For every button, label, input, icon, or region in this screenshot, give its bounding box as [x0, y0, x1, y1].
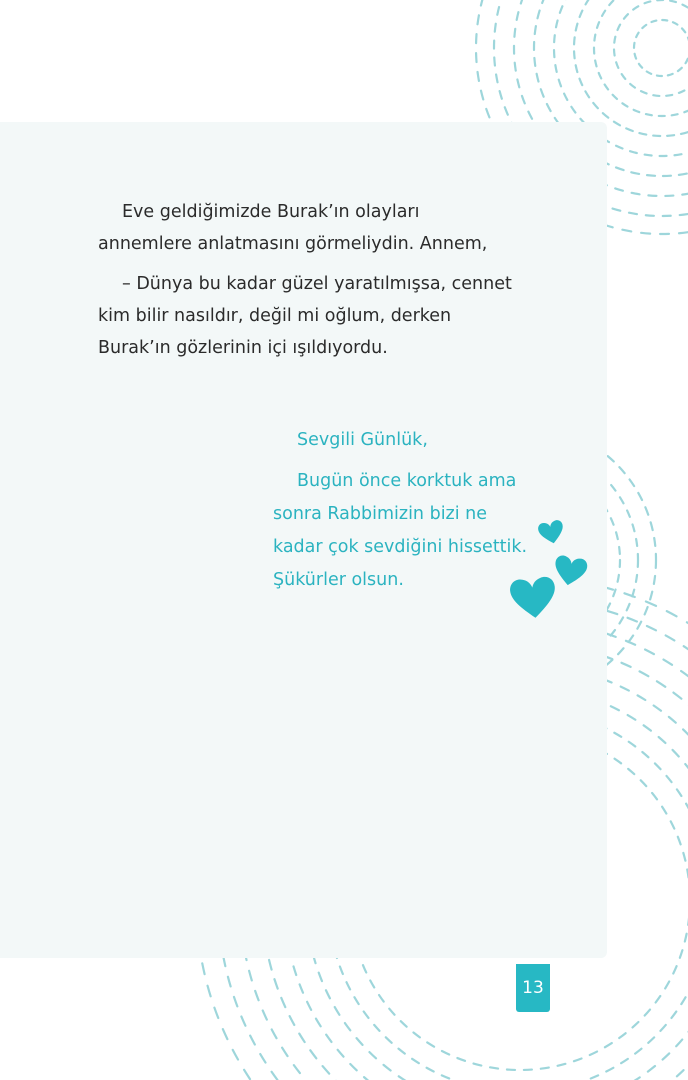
diary-greeting: Sevgili Günlük,	[297, 430, 428, 450]
hearts-decoration	[505, 518, 605, 628]
story-paragraph-2: – Dünya bu kadar güzel yaratılmışsa, cennet kim bilir nasıldır, değil mi oğlum, derken Burak’ın gözlerinin içi ışıldıyordu.	[98, 274, 512, 358]
story-paragraph-1: Eve geldiğimizde Burak’ın olayları annemlere anlatmasını görmeliydin. Annem,	[98, 202, 488, 254]
heart-icon	[509, 576, 558, 620]
diary-body: Bugün önce korktuk ama sonra Rabbimizin bizi ne kadar çok sevdiğini hissettik. Şükürler olsun.	[273, 471, 528, 590]
diary-note	[273, 424, 533, 605]
heart-icon	[552, 554, 588, 588]
story-text	[98, 196, 518, 372]
heart-icon	[537, 519, 566, 546]
page-number: 13	[516, 964, 550, 1012]
